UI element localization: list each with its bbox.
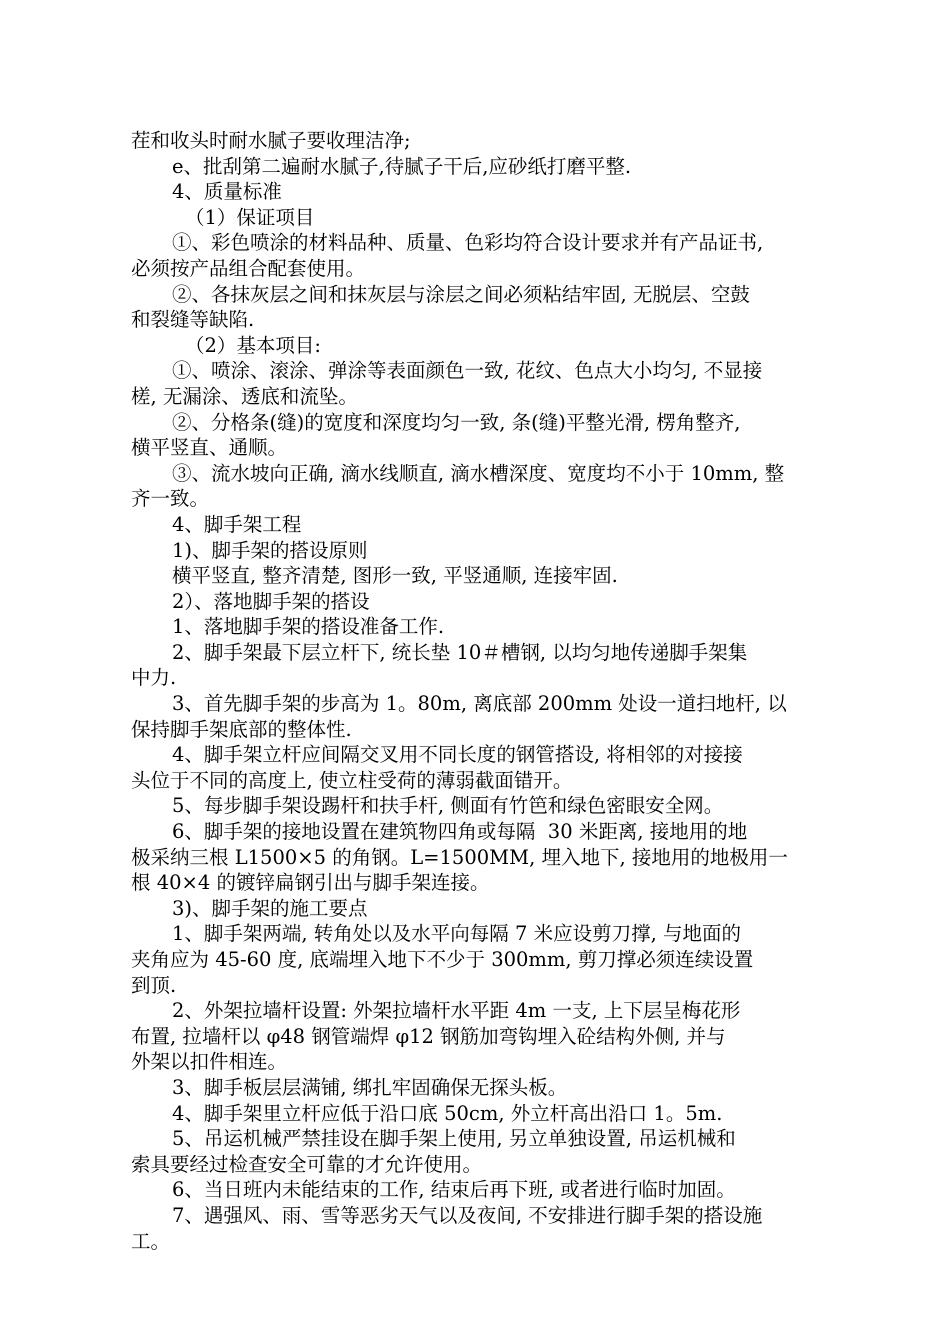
text-line: 茬和收头时耐水腻子要收理洁净; xyxy=(131,129,411,152)
text-line: 4、脚手架里立杆应低于沿口底 50cm, 外立杆高出沿口 1。5m. xyxy=(172,1101,723,1125)
text-line: 头位于不同的高度上, 使立柱受荷的薄弱截面错开。 xyxy=(131,768,573,792)
text-line: 横平竖直, 整齐清楚, 图形一致, 平竖通顺, 连接牢固. xyxy=(172,564,618,588)
text-line: 工。 xyxy=(131,1229,171,1253)
text-line: 5、吊运机械严禁挂设在脚手架上使用, 另立单独设置, 吊运机械和 xyxy=(172,1127,736,1151)
text-line: 3、脚手板层层满铺, 绑扎牢固确保无探头板。 xyxy=(172,1075,568,1099)
text-line: 6、脚手架的接地设置在建筑物四角或每隔 30 米距离, 接地用的地 xyxy=(172,820,748,844)
text-line: 索具要经过检查安全可靠的才允许使用。 xyxy=(131,1152,483,1176)
text-line: 1、落地脚手架的搭设准备工作. xyxy=(172,615,445,639)
text-line: 布置, 拉墙杆以 φ48 钢管端焊 φ12 钢筋加弯钩埋入砼结构外侧, 并与 xyxy=(131,1024,726,1048)
text-line: ③、流水坡向正确, 滴水线顺直, 滴水槽深度、宽度均不小于 10mm, 整 xyxy=(172,461,785,485)
text-line: e、批刮第二遍耐水腻子,待腻子干后,应砂纸打磨平整. xyxy=(172,154,632,178)
text-line: 1)、脚手架的搭设原则 xyxy=(172,538,368,562)
text-line: 4、脚手架立杆应间隔交叉用不同长度的钢管搭设, 将相邻的对接接 xyxy=(172,743,743,767)
text-line: 6、当日班内未能结束的工作, 结束后再下班, 或者进行临时加固。 xyxy=(172,1178,736,1202)
text-line: 3、首先脚手架的步高为 1。80m, 离底部 200mm 处设一道扫地杆, 以 xyxy=(172,692,787,716)
text-line: 和裂缝等缺陷. xyxy=(131,308,255,332)
text-line: ②、分格条(缝)的宽度和深度均匀一致, 条(缝)平整光滑, 楞角整齐, xyxy=(172,410,741,434)
text-line: 4、质量标准 xyxy=(172,180,282,204)
text-line: 1、脚手架两端, 转角处以及水平向每隔 7 米应设剪刀撑, 与地面的 xyxy=(172,922,742,946)
text-line: 4、脚手架工程 xyxy=(172,512,302,536)
text-line: 3)、脚手架的施工要点 xyxy=(172,896,368,920)
text-line: 根 40×4 的镀锌扁钢引出与脚手架连接。 xyxy=(131,871,490,895)
text-line: 7、遇强风、雨、雪等恶劣天气以及夜间, 不安排进行脚手架的搭设施 xyxy=(172,1203,763,1227)
text-line: ①、喷涂、滚涂、弹涂等表面颜色一致, 花纹、色点大小均匀, 不显接 xyxy=(172,359,763,383)
text-line: 极采纳三根 L1500×5 的角钢。L=1500MM, 埋入地下, 接地用的地极用一 xyxy=(131,845,788,869)
text-line: （1）保证项目 xyxy=(185,205,315,229)
text-line: 2、外架拉墙杆设置: 外架拉墙杆水平距 4m 一支, 上下层呈梅花形 xyxy=(172,999,741,1023)
text-line: 2）、落地脚手架的搭设 xyxy=(172,589,370,613)
text-line: 中力. xyxy=(131,666,177,690)
text-line: （2）基本项目: xyxy=(185,333,321,357)
text-line: 2、脚手架最下层立杆下, 统长垫 10＃槽钢, 以均匀地传递脚手架集 xyxy=(172,640,748,664)
text-line: ②、各抹灰层之间和抹灰层与涂层之间必须粘结牢固, 无脱层、空鼓 xyxy=(172,282,750,306)
text-line: 齐一致。 xyxy=(131,487,210,511)
text-line: 夹角应为 45-60 度, 底端埋入地下不少于 300mm, 剪刀撑必须连续设置 xyxy=(131,948,754,971)
text-line: 5、每步脚手架设踢杆和扶手杆, 侧面有竹笆和绿色密眼安全网。 xyxy=(172,794,724,818)
text-line: ①、彩色喷涂的材料品种、质量、色彩均符合设计要求并有产品证书, xyxy=(172,231,764,255)
text-line: 横平竖直、通顺。 xyxy=(131,436,288,460)
text-line: 槎, 无漏涂、透底和流坠。 xyxy=(131,384,358,408)
text-line: 保持脚手架底部的整体性. xyxy=(131,717,352,741)
document-body xyxy=(131,128,831,1254)
text-line: 到顶. xyxy=(131,973,177,997)
text-line: 必须按产品组合配套使用。 xyxy=(131,256,366,280)
text-line: 外架以扣件相连。 xyxy=(131,1050,288,1074)
